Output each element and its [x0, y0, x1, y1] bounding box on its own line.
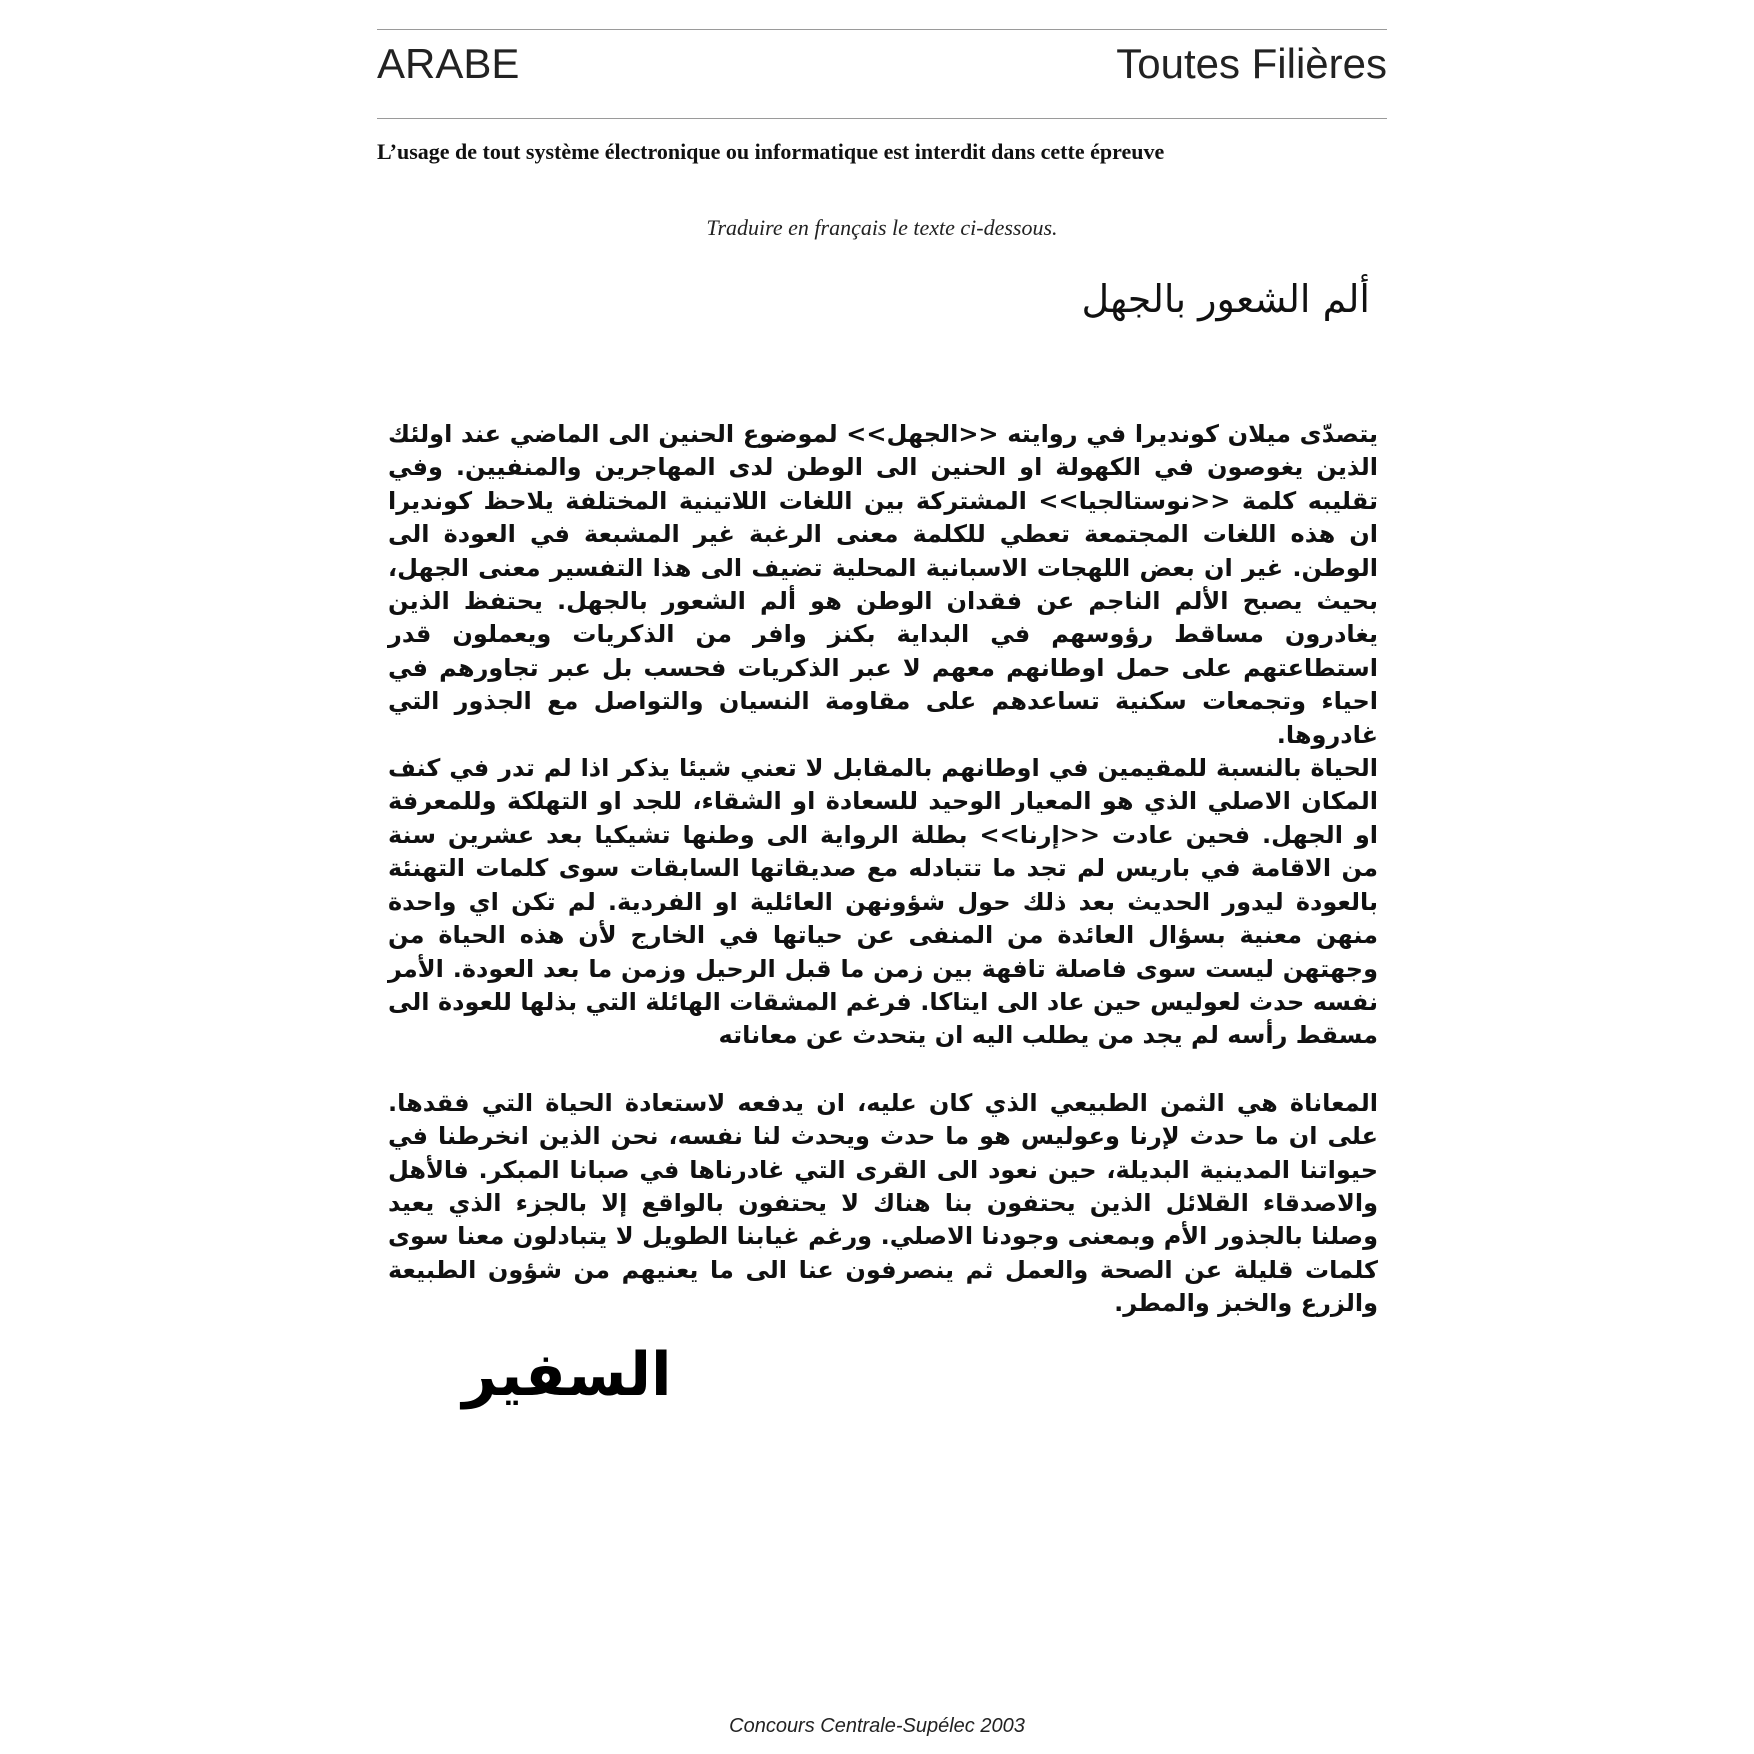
- page-footer: Concours Centrale-Supélec 2003: [729, 1715, 1025, 1737]
- exam-notice: L’usage de tout système électronique ou informatique est interdit dans cette épreuve: [377, 139, 1165, 164]
- translation-instruction: Traduire en français le texte ci-dessous.: [706, 215, 1058, 240]
- subject-title: ARABE: [377, 40, 520, 87]
- track-title: Toutes Filières: [1116, 40, 1387, 87]
- article-title: ألم الشعور بالجهل: [1081, 277, 1370, 321]
- article-paragraph: الحياة بالنسبة للمقيمين في اوطانهم بالمقابل لا تعني شيئا يذكر اذا لم تدر في كنف المكان الاصلي الذي هو المعيار الوحيد للسعادة او الشقاء، للجد او التهلكة وللمعرفة او الجهل. فحين عادت <<إرنا>> بطلة الرواية الى وطنها تشيكيا بعد عشرين سنة من الاقامة في باريس لم تجد ما تتبادله مع صديقاتها السابقات سوى كلمات التهنئة بالعودة ليدور الحديث بعد ذلك حول شؤونهن العائلية او الفردية. لم تكن اي واحدة منهن معنية بسؤال العائدة من المنفى عن حياتها في الخارج لأن هذه الحياة من وجهتهن ليست سوى فاصلة تافهة بين زمن ما قبل الرحيل وزمن ما بعد العودة. الأمر نفسه حدث لعوليس حين عاد الى ايتاكا. فرغم المشقات الهائلة التي بذلها للعودة الى مسقط رأسه لم يجد من يطلب اليه ان يتحدث عن معاناته: [388, 754, 1378, 1050]
- header-rule: [377, 118, 1387, 119]
- source-logo: السفير: [462, 1340, 672, 1410]
- top-rule: [377, 29, 1387, 30]
- article-paragraph: المعاناة هي الثمن الطبيعي الذي كان عليه، ان يدفعه لاستعادة الحياة التي فقدها. على ان ما حدث لإرنا وعوليس هو ما حدث ويحدث لنا نفسه، نحن الذين انخرطنا في حيواتنا المدينية البديلة، حين نعود الى القرى التي غادرناها في صبانا المبكر. فالأهل والاصدقاء القلائل الذين يحتفون بنا هناك لا يحتفون بالواقع إلا بالجزء الذي يعيد وصلنا بالجذور الأم وبمعنى وجودنا الاصلي. ورغم غيابنا الطويل لا يتبادلون معنا سوى كلمات قليلة عن الصحة والعمل ثم ينصرفون عنا الى ما يعنيهم من شؤون الطبيعة والزرع والخبز والمطر.: [388, 1088, 1378, 1318]
- article-body: [388, 418, 1378, 1321]
- article-paragraph: يتصدّى ميلان كونديرا في روايته <<الجهل>> لموضوع الحنين الى الماضي عند اولئك الذين يغوصون في الكهولة او الحنين الى الوطن لدى المهاجرين والمنفيين. وفي تقليبه كلمة <<نوستالجيا>> المشتركة بين اللغات اللاتينية المختلفة يلاحظ كونديرا ان هذه اللغات المجتمعة تعطي للكلمة معنى الرغبة غير المشبعة في العودة الى الوطن. غير ان بعض اللهجات الاسبانية المحلية تضيف الى هذا التفسير معنى الجهل، بحيث يصبح الألم الناجم عن فقدان الوطن هو ألم الشعور بالجهل. يحتفظ الذين يغادرون مساقط رؤوسهم في البداية بكنز وافر من الذكريات ويعملون قدر استطاعتهم على حمل اوطانهم معهم لا عبر الذكريات فحسب بل عبر تجاورهم في احياء وتجمعات سكنية تساعدهم على مقاومة النسيان والتواصل مع الجذور التي غادروها.: [388, 420, 1378, 749]
